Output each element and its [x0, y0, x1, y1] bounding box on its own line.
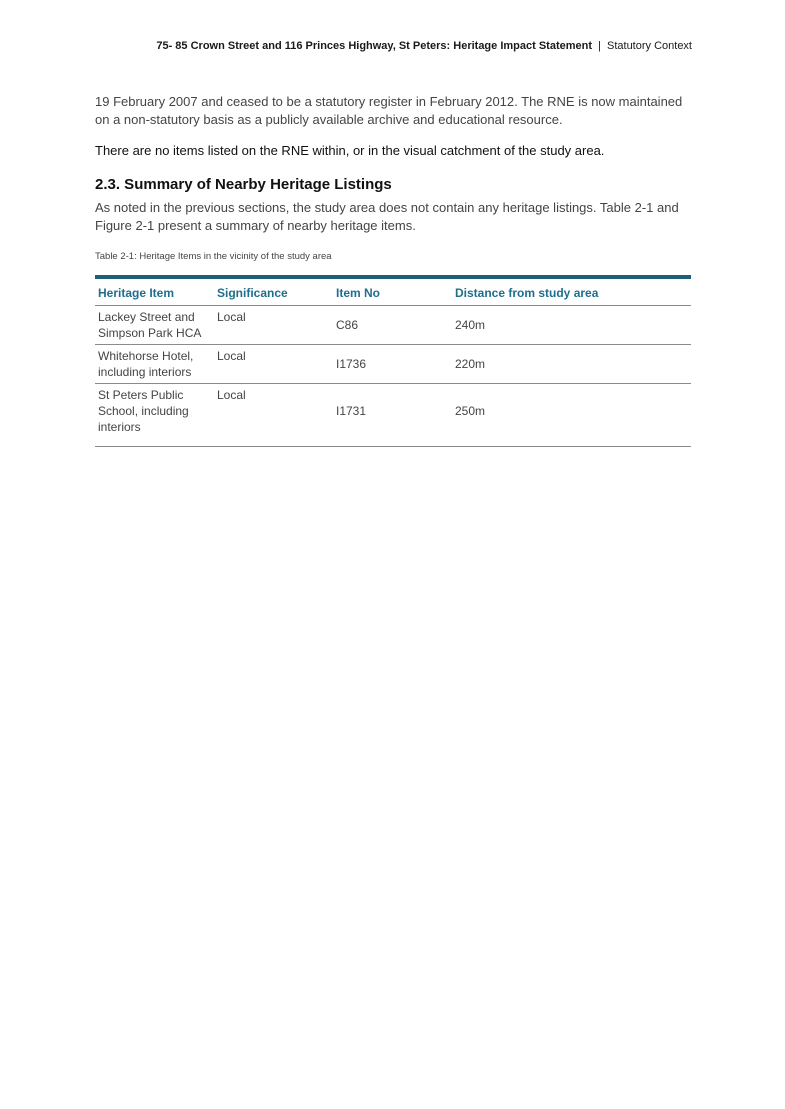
table-row: [95, 384, 691, 447]
cell-significance: Local: [214, 384, 333, 447]
table-row: [95, 345, 691, 384]
column-header-significance: Significance: [214, 277, 333, 306]
cell-distance: 220m: [452, 345, 691, 384]
section-paragraph: As noted in the previous sections, the study area does not contain any heritage listings. Table 2-1 and Figure 2-1 present a summary of nearby heritage items.: [95, 200, 679, 233]
column-header-heritage-item: Heritage Item: [95, 277, 214, 306]
header-section-name: Statutory Context: [607, 40, 692, 52]
document-title: 75- 85 Crown Street and 116 Princes Highway, St Peters: Heritage Impact Statement: [156, 40, 593, 52]
cell-distance: 240m: [452, 306, 691, 345]
cell-item-no: I1731: [333, 384, 452, 447]
page-header: [156, 40, 692, 52]
table-header-row: [95, 277, 691, 306]
cell-heritage-item: St Peters Public School, including interiors: [95, 384, 214, 447]
cell-distance: 250m: [452, 384, 691, 447]
page-content: [95, 93, 691, 447]
cell-item-no: C86: [333, 306, 452, 345]
intro-paragraph: 19 February 2007 and ceased to be a statutory register in February 2012. The RNE is now maintained on a non-statutory basis as a publicly available archive and educational resource.: [95, 94, 683, 127]
table-caption: Table 2-1: Heritage Items in the vicinity of the study area: [95, 251, 332, 262]
column-header-item-no: Item No: [333, 277, 452, 306]
heritage-items-table: [95, 275, 691, 447]
cell-significance: Local: [214, 306, 333, 345]
rne-statement: There are no items listed on the RNE within, or in the visual catchment of the study area.: [95, 143, 605, 158]
cell-heritage-item: Lackey Street and Simpson Park HCA: [95, 306, 214, 345]
cell-heritage-item: Whitehorse Hotel, including interiors: [95, 345, 214, 384]
column-header-distance: Distance from study area: [452, 277, 691, 306]
cell-item-no: I1736: [333, 345, 452, 384]
header-separator: |: [598, 40, 601, 52]
section-heading: 2.3. Summary of Nearby Heritage Listings: [95, 176, 392, 193]
table-row: [95, 306, 691, 345]
cell-significance: Local: [214, 345, 333, 384]
